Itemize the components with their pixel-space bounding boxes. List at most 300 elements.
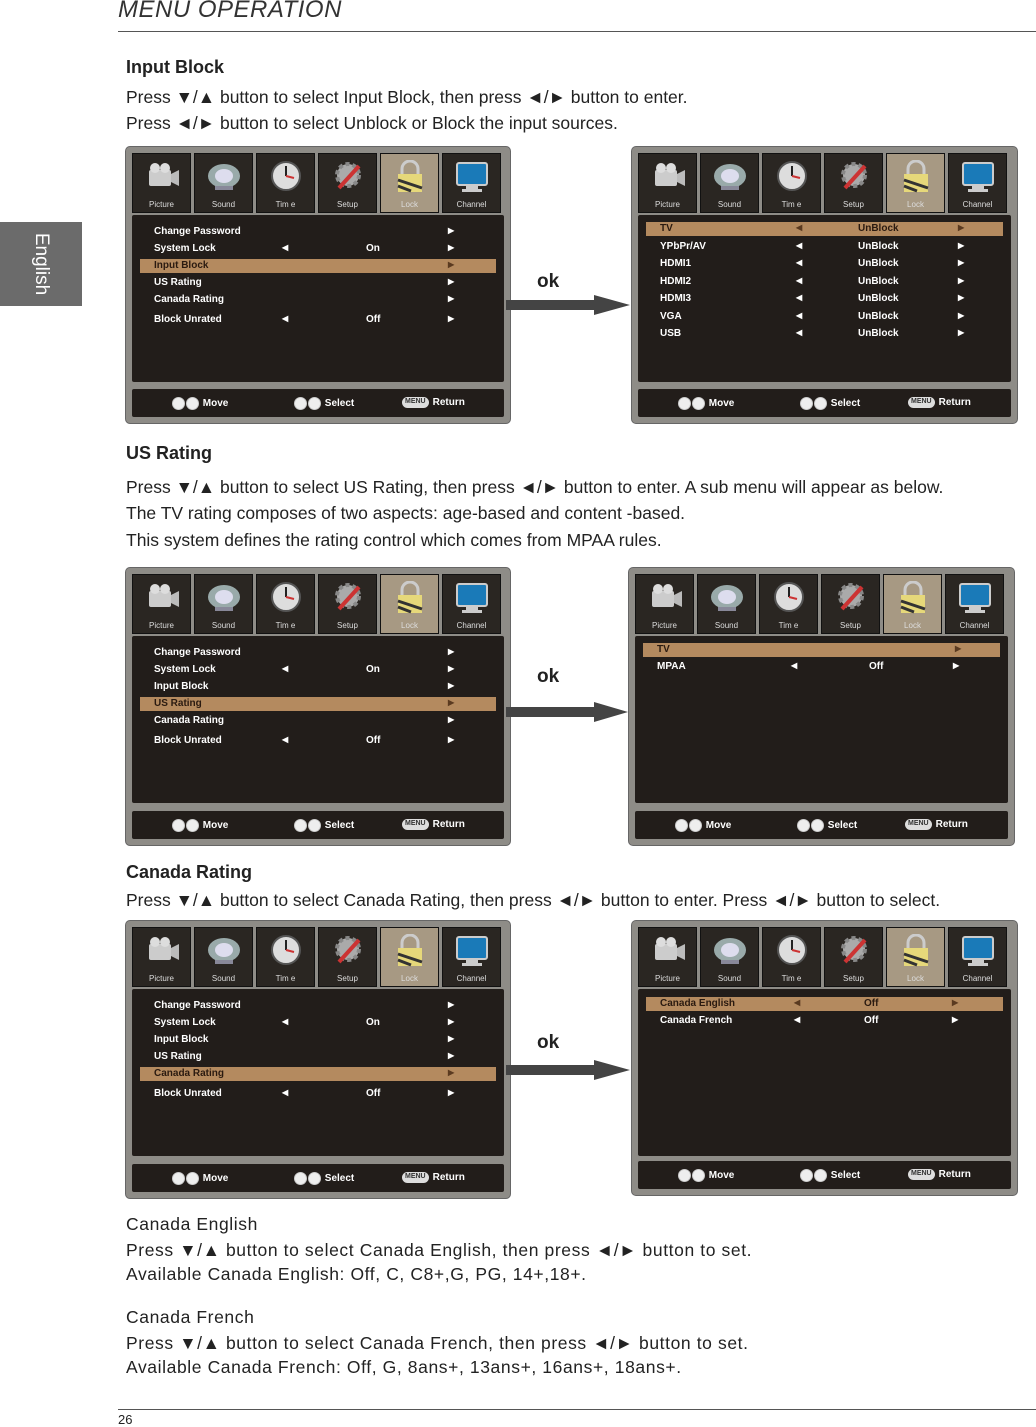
canada-english-line2: Available Canada English: Off, C, C8+,G, PG, 14+,18+. (126, 1264, 587, 1284)
left-right-icon (294, 397, 307, 410)
up-down-icon (675, 819, 688, 832)
menu-row-label: Change Password (154, 647, 241, 658)
tab-label: Picture (655, 974, 680, 983)
footer-move: Move (705, 820, 732, 832)
arrow-right-icon (506, 702, 630, 724)
canada-rating-heading: Canada Rating (126, 862, 253, 882)
picture-icon (143, 160, 181, 194)
menu-panel (132, 989, 504, 1156)
menu-row[interactable] (140, 1050, 496, 1064)
menu-row[interactable] (140, 999, 496, 1013)
up-down-icon (678, 397, 691, 410)
footer-return: Return (938, 1169, 971, 1181)
sound-icon (205, 160, 243, 194)
canada-english-heading: Canada English (126, 1214, 258, 1234)
tab-setup[interactable] (824, 153, 883, 213)
up-down-icon (172, 397, 185, 410)
arrow-left-icon[interactable]: ◀ (282, 735, 289, 744)
side-tab-label: English (31, 232, 52, 296)
menu-row[interactable] (140, 259, 496, 273)
menu-row[interactable] (646, 1014, 1003, 1028)
arrow-left-icon[interactable]: ◀ (282, 1017, 289, 1026)
canada-french-line1: Press ▼/▲ button to select Canada French, then press ◄/► button to set. (126, 1333, 749, 1353)
footer-return: Return (938, 397, 971, 409)
tab-picture[interactable] (132, 574, 191, 634)
menu-row-label: Canada Rating (154, 715, 225, 726)
menu-row-value: On (366, 664, 380, 675)
menu-row-label: Block Unrated (154, 1088, 222, 1099)
tab-label: Setup (840, 621, 861, 630)
tab-channel[interactable] (442, 574, 501, 634)
menu-row[interactable] (140, 1087, 496, 1101)
tab-label: Tim e (781, 200, 802, 209)
left-right-icon (797, 819, 810, 832)
up-down-icon (186, 819, 199, 832)
channel-icon (959, 934, 997, 968)
input-block-line2: Press ◄/► button to select Unblock or Block the input sources. (126, 113, 618, 133)
arrow-right-icon[interactable]: ▶ (958, 275, 965, 285)
menu-row[interactable] (140, 646, 496, 660)
menu-row-label: MPAA (657, 661, 686, 672)
menu-panel (132, 215, 504, 382)
tab-label: Tim e (778, 621, 799, 630)
input-source-label: HDMI2 (660, 275, 692, 287)
lock-menu-screen-1 (126, 147, 510, 423)
tab-picture[interactable] (132, 153, 191, 213)
left-right-icon (814, 1169, 827, 1182)
input-source-status: UnBlock (858, 258, 899, 269)
canada-english-line1: Press ▼/▲ button to select Canada English, then press ◄/► button to set. (126, 1240, 753, 1260)
picture-icon (649, 934, 687, 968)
menu-tab-bar (130, 572, 506, 636)
tab-channel[interactable] (948, 153, 1007, 213)
tab-setup[interactable] (318, 927, 377, 987)
arrow-right-icon[interactable]: ▶ (448, 715, 455, 724)
footer-move: Move (202, 1173, 229, 1185)
sound-icon (711, 934, 749, 968)
tab-label: Channel (456, 974, 487, 983)
up-down-icon (172, 819, 185, 832)
menu-tab-bar (633, 572, 1010, 636)
tab-time[interactable] (762, 153, 821, 213)
menu-row-label: Canada French (660, 1015, 733, 1026)
tab-sound[interactable] (697, 574, 756, 634)
channel-icon (453, 581, 491, 615)
setup-icon (329, 160, 367, 194)
arrow-right-icon[interactable]: ▶ (448, 1000, 455, 1009)
input-source-label: TV (660, 223, 673, 234)
ok-label-1: ok (537, 271, 560, 292)
input-block-heading: Input Block (126, 57, 224, 77)
menu-row[interactable] (140, 276, 496, 290)
page-header-title: MENU OPERATION (118, 0, 342, 23)
lock-icon (894, 581, 932, 615)
menu-key-icon: MENU (402, 819, 429, 830)
sound-icon (711, 160, 749, 194)
tab-label: Channel (959, 621, 990, 630)
arrow-right-icon[interactable]: ▶ (448, 314, 455, 323)
up-down-icon (689, 819, 702, 832)
tab-label: Sound (717, 974, 742, 983)
ok-label-3: ok (537, 1032, 560, 1053)
tab-sound[interactable] (194, 153, 253, 213)
menu-row[interactable] (140, 1016, 496, 1030)
arrow-right-icon[interactable]: ▶ (958, 258, 965, 267)
tab-picture[interactable] (635, 574, 694, 634)
arrow-right-icon[interactable]: ▶ (448, 1068, 455, 1077)
input-source-label: HDMI3 (660, 293, 692, 304)
tab-lock[interactable] (380, 153, 439, 213)
setup-icon (832, 581, 870, 615)
canada-french-heading: Canada French (126, 1307, 255, 1327)
tab-lock[interactable] (886, 927, 945, 987)
footer-select: Select (830, 398, 861, 410)
tab-sound[interactable] (194, 927, 253, 987)
menu-row-value: Off (366, 735, 381, 746)
menu-panel (638, 989, 1011, 1156)
tab-setup[interactable] (318, 574, 377, 634)
tab-time[interactable] (256, 574, 315, 634)
lock-icon (391, 934, 429, 968)
tab-time[interactable] (256, 927, 315, 987)
menu-row-label: Change Password (154, 1000, 241, 1011)
arrow-right-icon[interactable]: ▶ (955, 644, 962, 653)
tab-label: Lock (401, 974, 418, 983)
us-rating-line1: Press ▼/▲ button to select US Rating, then press ◄/► button to enter. A sub menu will appear as below. (126, 477, 944, 497)
lock-menu-screen-3 (126, 921, 510, 1198)
tab-label: Lock (907, 200, 924, 209)
arrow-right-icon[interactable]: ▶ (952, 1015, 959, 1024)
menu-row[interactable] (140, 293, 496, 307)
footer-select: Select (324, 398, 355, 410)
arrow-right-icon[interactable]: ▶ (953, 661, 960, 670)
time-icon (773, 160, 811, 194)
footer-move: Move (202, 820, 229, 832)
menu-row[interactable] (140, 714, 496, 728)
arrow-right-icon[interactable]: ▶ (448, 294, 455, 303)
input-source-status: UnBlock (858, 223, 899, 234)
left-right-icon (814, 397, 827, 410)
arrow-right-icon[interactable]: ▶ (952, 998, 959, 1007)
tab-label: Lock (401, 621, 418, 630)
arrow-left-icon[interactable]: ◀ (796, 328, 803, 337)
tab-label: Tim e (781, 974, 802, 983)
input-source-row[interactable] (646, 257, 1003, 271)
tab-lock[interactable] (883, 574, 942, 634)
menu-row-label: US Rating (154, 698, 202, 709)
arrow-right-icon (506, 295, 632, 317)
menu-row[interactable] (646, 997, 1003, 1011)
menu-row[interactable] (643, 643, 1000, 657)
menu-footer-bar (635, 811, 1008, 839)
lock-menu-screen-2 (126, 568, 510, 845)
menu-footer-bar (132, 1164, 504, 1192)
arrow-left-icon[interactable]: ◀ (282, 1088, 289, 1097)
menu-row[interactable] (140, 1067, 496, 1081)
arrow-left-icon[interactable]: ◀ (282, 243, 289, 252)
tab-label: Channel (456, 200, 487, 209)
arrow-left-icon[interactable]: ◀ (796, 258, 803, 267)
left-right-icon (294, 1172, 307, 1185)
menu-row-value: Off (366, 1088, 381, 1099)
menu-key-icon: MENU (908, 1169, 935, 1180)
tab-time[interactable] (759, 574, 818, 634)
tab-label: Setup (843, 200, 864, 209)
ok-label-2: ok (537, 666, 560, 687)
arrow-right-icon[interactable]: ▶ (958, 328, 965, 337)
menu-row[interactable] (643, 660, 1000, 674)
footer-return: Return (432, 397, 465, 409)
footer-move: Move (202, 398, 229, 410)
tab-channel[interactable] (948, 927, 1007, 987)
arrow-left-icon[interactable]: ◀ (796, 223, 803, 232)
arrow-right-icon[interactable]: ▶ (448, 260, 455, 269)
menu-row-label: System Lock (154, 243, 216, 254)
arrow-right-icon[interactable]: ▶ (448, 1034, 455, 1043)
input-source-row[interactable] (646, 327, 1003, 341)
input-source-label: VGA (660, 310, 682, 322)
footer-move: Move (708, 1170, 735, 1182)
input-source-row[interactable] (646, 240, 1003, 254)
lock-icon (391, 160, 429, 194)
tab-picture[interactable] (638, 153, 697, 213)
tab-label: Picture (149, 200, 174, 209)
menu-row[interactable] (140, 242, 496, 256)
tab-sound[interactable] (194, 574, 253, 634)
tab-lock[interactable] (380, 574, 439, 634)
menu-row-label: Input Block (154, 681, 209, 692)
menu-row-label: Canada English (660, 998, 736, 1009)
arrow-left-icon[interactable]: ◀ (794, 1015, 801, 1024)
tab-setup[interactable] (824, 927, 883, 987)
menu-key-icon: MENU (908, 397, 935, 408)
tab-label: Sound (211, 200, 236, 209)
time-icon (267, 160, 305, 194)
menu-row[interactable] (140, 697, 496, 711)
arrow-left-icon[interactable]: ◀ (791, 661, 798, 670)
tab-label: Tim e (275, 621, 296, 630)
tab-label: Lock (401, 200, 418, 209)
canada-french-line2: Available Canada French: Off, G, 8ans+, 13ans+, 16ans+, 18ans+. (126, 1357, 682, 1377)
up-down-icon (692, 1169, 705, 1182)
left-right-icon (811, 819, 824, 832)
menu-row[interactable] (140, 663, 496, 677)
channel-icon (453, 160, 491, 194)
footer-divider (118, 1409, 1036, 1410)
menu-row-label: Input Block (154, 260, 209, 271)
arrow-left-icon[interactable]: ◀ (796, 310, 803, 320)
arrow-right-icon[interactable]: ▶ (448, 277, 455, 286)
menu-row-value: Off (864, 1015, 879, 1026)
time-icon (267, 581, 305, 615)
us-rating-screen (629, 568, 1014, 845)
setup-icon (329, 581, 367, 615)
menu-row-value: Off (864, 998, 879, 1009)
footer-select: Select (830, 1170, 861, 1182)
menu-row-label: System Lock (154, 1017, 216, 1028)
footer-move: Move (708, 398, 735, 410)
tab-channel[interactable] (442, 153, 501, 213)
arrow-left-icon[interactable]: ◀ (282, 664, 289, 673)
left-right-icon (308, 819, 321, 832)
left-right-icon (308, 397, 321, 410)
input-source-status: UnBlock (858, 240, 899, 252)
menu-tab-bar (130, 151, 506, 215)
input-source-label: USB (660, 328, 682, 339)
menu-row-label: US Rating (154, 1051, 202, 1062)
lock-icon (897, 934, 935, 968)
picture-icon (143, 581, 181, 615)
menu-row-label: Block Unrated (154, 735, 222, 746)
menu-row[interactable] (140, 734, 496, 748)
arrow-right-icon[interactable]: ▶ (448, 698, 455, 707)
left-right-icon (294, 819, 307, 832)
tab-picture[interactable] (638, 927, 697, 987)
left-right-icon (800, 397, 813, 410)
menu-row-label: Canada Rating (154, 1068, 225, 1079)
arrow-right-icon[interactable]: ▶ (958, 310, 965, 320)
picture-icon (646, 581, 684, 615)
time-icon (267, 934, 305, 968)
canada-rating-screen (632, 921, 1017, 1195)
arrow-right-icon[interactable]: ▶ (448, 1017, 455, 1026)
channel-icon (956, 581, 994, 615)
up-down-icon (692, 397, 705, 410)
tab-lock[interactable] (886, 153, 945, 213)
tab-picture[interactable] (132, 927, 191, 987)
tab-label: Sound (211, 621, 236, 630)
us-rating-heading: US Rating (126, 443, 213, 463)
tab-label: Picture (149, 974, 174, 983)
time-icon (773, 934, 811, 968)
arrow-left-icon[interactable]: ◀ (794, 998, 801, 1007)
menu-footer-bar (638, 1161, 1011, 1189)
tab-setup[interactable] (821, 574, 880, 634)
tab-label: Picture (652, 621, 677, 630)
up-down-icon (172, 1172, 185, 1185)
tab-sound[interactable] (700, 927, 759, 987)
tab-time[interactable] (256, 153, 315, 213)
menu-row[interactable] (140, 225, 496, 239)
menu-row-label: Input Block (154, 1034, 209, 1045)
menu-row-label: Canada Rating (154, 294, 225, 305)
menu-panel (638, 215, 1011, 382)
input-source-status: UnBlock (858, 328, 899, 339)
arrow-right-icon[interactable]: ▶ (958, 240, 965, 250)
input-source-row[interactable] (646, 275, 1003, 289)
menu-row-value: On (366, 243, 380, 254)
up-down-icon (186, 1172, 199, 1185)
tab-label: Setup (337, 974, 358, 983)
menu-footer-bar (132, 811, 504, 839)
arrow-right-icon[interactable]: ▶ (448, 226, 455, 235)
menu-tab-bar (636, 151, 1013, 215)
sound-icon (708, 581, 746, 615)
canada-rating-line1: Press ▼/▲ button to select Canada Rating, then press ◄/► button to enter. Press ◄/► button to select. (126, 890, 941, 910)
lock-icon (391, 581, 429, 615)
tab-lock[interactable] (380, 927, 439, 987)
menu-row-label: Block Unrated (154, 314, 222, 325)
menu-panel (132, 636, 504, 803)
menu-tab-bar (130, 925, 506, 989)
tab-label: Tim e (275, 974, 296, 983)
up-down-icon (186, 397, 199, 410)
tab-label: Lock (904, 621, 921, 630)
input-source-row[interactable] (646, 310, 1003, 324)
arrow-right-icon[interactable]: ▶ (448, 1088, 455, 1097)
tab-time[interactable] (762, 927, 821, 987)
arrow-right-icon[interactable]: ▶ (448, 664, 455, 673)
arrow-right-icon[interactable]: ▶ (448, 1051, 455, 1060)
footer-select: Select (827, 820, 858, 832)
arrow-left-icon[interactable]: ◀ (796, 275, 803, 285)
tab-label: Channel (456, 621, 487, 630)
setup-icon (835, 934, 873, 968)
setup-icon (835, 160, 873, 194)
lock-icon (897, 160, 935, 194)
menu-panel (635, 636, 1008, 803)
input-source-label: YPbPr/AV (660, 240, 706, 252)
sound-icon (205, 934, 243, 968)
arrow-right-icon[interactable]: ▶ (448, 647, 455, 656)
menu-row[interactable] (140, 313, 496, 327)
tab-label: Setup (337, 200, 358, 209)
input-block-screen (632, 147, 1017, 423)
tab-sound[interactable] (700, 153, 759, 213)
menu-row-value: On (366, 1017, 380, 1028)
menu-key-icon: MENU (905, 819, 932, 830)
footer-return: Return (432, 1172, 465, 1184)
arrow-right-icon[interactable]: ▶ (448, 681, 455, 690)
arrow-right-icon[interactable]: ▶ (448, 243, 455, 252)
left-right-icon (308, 1172, 321, 1185)
menu-footer-bar (638, 389, 1011, 417)
tab-setup[interactable] (318, 153, 377, 213)
tab-channel[interactable] (945, 574, 1004, 634)
input-source-row[interactable] (646, 292, 1003, 306)
tab-label: Lock (907, 974, 924, 983)
language-side-tab (0, 222, 82, 306)
menu-row-label: Change Password (154, 226, 241, 237)
arrow-left-icon[interactable]: ◀ (796, 293, 803, 302)
footer-return: Return (935, 819, 968, 831)
arrow-left-icon[interactable]: ◀ (282, 314, 289, 323)
menu-row[interactable] (140, 1033, 496, 1047)
arrow-right-icon[interactable]: ▶ (958, 223, 965, 232)
tab-label: Setup (337, 621, 358, 630)
menu-row-label: US Rating (154, 277, 202, 288)
menu-row[interactable] (140, 680, 496, 694)
input-source-row[interactable] (646, 222, 1003, 236)
menu-row-value: Off (869, 661, 884, 672)
menu-row-value: Off (366, 314, 381, 325)
up-down-icon (678, 1169, 691, 1182)
arrow-left-icon[interactable]: ◀ (796, 240, 803, 250)
left-right-icon (800, 1169, 813, 1182)
us-rating-line2: The TV rating composes of two aspects: age-based and content -based. (126, 503, 686, 523)
arrow-right-icon[interactable]: ▶ (958, 293, 965, 302)
arrow-right-icon (506, 1060, 632, 1082)
channel-icon (453, 934, 491, 968)
input-source-status: UnBlock (858, 293, 899, 304)
tab-label: Sound (714, 621, 739, 630)
footer-select: Select (324, 1173, 355, 1185)
us-rating-line3: This system defines the rating control which comes from MPAA rules. (126, 530, 662, 550)
tab-channel[interactable] (442, 927, 501, 987)
tab-label: Sound (717, 200, 742, 209)
setup-icon (329, 934, 367, 968)
arrow-right-icon[interactable]: ▶ (448, 735, 455, 744)
